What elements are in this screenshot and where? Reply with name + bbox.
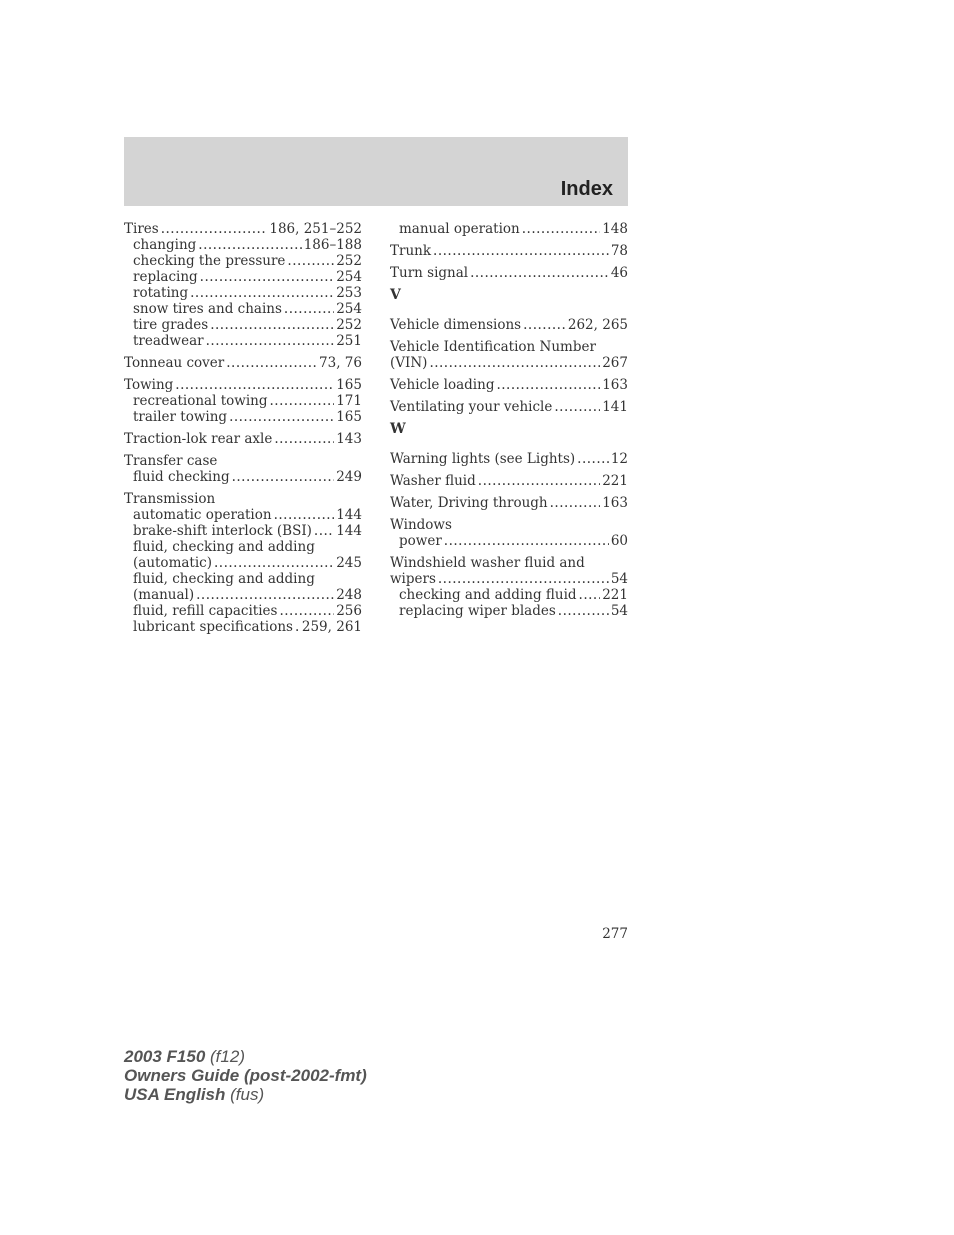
dot-leader xyxy=(229,409,334,425)
index-entry-text: power xyxy=(399,533,442,549)
index-entry-text: replacing xyxy=(133,269,198,285)
footer-language: USA English xyxy=(124,1085,226,1104)
dot-leader xyxy=(287,253,334,269)
index-subentry xyxy=(390,221,628,237)
index-page-ref: 163 xyxy=(602,495,628,511)
index-subentry xyxy=(124,269,362,285)
index-entry-text: lubricant specifications xyxy=(133,619,293,635)
index-column-right xyxy=(390,221,628,619)
index-subentry xyxy=(124,469,362,485)
index-subentry xyxy=(124,333,362,349)
index-entry-text: Turn signal xyxy=(390,265,469,281)
index-entry-text: checking and adding fluid xyxy=(399,587,577,603)
index-entry-text: Transmission xyxy=(124,491,216,507)
index-entry-text: Vehicle Identification Number xyxy=(390,339,596,355)
footer-model: 2003 F150 xyxy=(124,1047,206,1066)
index-entry xyxy=(390,355,628,371)
index-entry xyxy=(390,571,628,587)
index-entry-text: Vehicle dimensions xyxy=(390,317,522,333)
index-page-ref: 221 xyxy=(602,587,628,603)
dot-leader xyxy=(274,431,334,447)
index-page-ref: 12 xyxy=(610,451,628,467)
index-entry-text: snow tires and chains xyxy=(133,301,282,317)
index-subentry xyxy=(124,317,362,333)
index-page-ref: 54 xyxy=(610,603,628,619)
index-entry-text: changing xyxy=(133,237,197,253)
index-page-ref: 186, 251–252 xyxy=(269,221,362,237)
index-page-ref: 253 xyxy=(336,285,362,301)
index-page-ref: 171 xyxy=(336,393,362,409)
document-footer xyxy=(124,1047,367,1104)
dot-leader xyxy=(478,473,600,489)
dot-leader xyxy=(522,221,600,237)
index-entry-text: Warning lights (see Lights) xyxy=(390,451,576,467)
index-page-ref: 144 xyxy=(336,523,362,539)
index-entry-text: fluid, refill capacities xyxy=(133,603,278,619)
index-entry xyxy=(390,265,628,281)
dot-leader xyxy=(433,243,609,259)
index-entry-text: Windshield washer fluid and xyxy=(390,555,585,571)
index-entry-text: recreational towing xyxy=(133,393,268,409)
dot-leader xyxy=(429,355,600,371)
index-entry-text: Traction-lok rear axle xyxy=(124,431,273,447)
dot-leader xyxy=(523,317,566,333)
index-entry xyxy=(390,451,628,467)
index-entry-text: checking the pressure xyxy=(133,253,286,269)
index-page-ref: 148 xyxy=(602,221,628,237)
index-entry-text: treadwear xyxy=(133,333,204,349)
index-entry-text: Tonneau cover xyxy=(124,355,225,371)
index-entry-text: (automatic) xyxy=(133,555,212,571)
index-page-ref: 259, 261 xyxy=(301,619,362,635)
index-page-ref: 245 xyxy=(336,555,362,571)
index-page-ref: 163 xyxy=(602,377,628,393)
index-entry-text: manual operation xyxy=(399,221,520,237)
index-entry-text: Windows xyxy=(390,517,452,533)
dot-leader xyxy=(558,603,609,619)
footer-language-code: (fus) xyxy=(225,1085,265,1104)
index-entry-text: trailer towing xyxy=(133,409,228,425)
dot-leader xyxy=(438,571,609,587)
index-entry-text: Tires xyxy=(124,221,159,237)
index-page-ref: 165 xyxy=(336,377,362,393)
index-entry xyxy=(390,399,628,415)
dot-leader xyxy=(198,237,301,253)
index-subentry xyxy=(124,285,362,301)
index-entry xyxy=(124,377,362,393)
index-page-ref: 73, 76 xyxy=(319,355,362,371)
index-entry-text: (VIN) xyxy=(390,355,428,371)
index-page-ref: 256 xyxy=(336,603,362,619)
header-band xyxy=(124,137,628,206)
index-subentry xyxy=(124,409,362,425)
index-subentry xyxy=(124,619,362,635)
index-entry-text: Vehicle loading xyxy=(390,377,495,393)
index-subentry xyxy=(124,539,362,555)
index-entry-text: Ventilating your vehicle xyxy=(390,399,553,415)
index-entry-text: Washer fluid xyxy=(390,473,476,489)
dot-leader xyxy=(470,265,609,281)
index-page-ref: 165 xyxy=(336,409,362,425)
index-entry xyxy=(124,431,362,447)
index-entry-text: fluid, checking and adding xyxy=(133,539,315,555)
index-page-ref: 186–188 xyxy=(303,237,362,253)
footer-model-code: (f12) xyxy=(205,1047,245,1066)
index-column-left xyxy=(124,221,362,635)
index-entry-text: brake-shift interlock (BSI) xyxy=(133,523,312,539)
dot-leader xyxy=(314,523,334,539)
dot-leader xyxy=(284,301,334,317)
index-entry xyxy=(124,355,362,371)
index-entry xyxy=(390,243,628,259)
index-entry xyxy=(124,491,362,507)
index-entry xyxy=(390,473,628,489)
dot-leader xyxy=(175,377,334,393)
index-subentry xyxy=(124,301,362,317)
index-subentry xyxy=(124,237,362,253)
index-entry xyxy=(390,517,628,533)
index-page-ref: 267 xyxy=(602,355,628,371)
dot-leader xyxy=(190,285,334,301)
index-page-ref: 254 xyxy=(336,301,362,317)
index-entry-text: replacing wiper blades xyxy=(399,603,556,619)
index-page-ref: 254 xyxy=(336,269,362,285)
dot-leader xyxy=(214,555,334,571)
index-page-ref: 252 xyxy=(336,253,362,269)
index-entry-text: Trunk xyxy=(390,243,432,259)
dot-leader xyxy=(295,619,300,635)
index-entry xyxy=(124,221,362,237)
index-page-ref: 54 xyxy=(610,571,628,587)
index-subentry xyxy=(390,587,628,603)
dot-leader xyxy=(554,399,600,415)
dot-leader xyxy=(200,269,335,285)
index-entry xyxy=(390,555,628,571)
index-page-ref: 251 xyxy=(336,333,362,349)
dot-leader xyxy=(196,587,334,603)
index-entry xyxy=(390,377,628,393)
index-page-ref: 144 xyxy=(336,507,362,523)
index-subentry xyxy=(390,603,628,619)
index-entry-text: tire grades xyxy=(133,317,209,333)
index-subentry xyxy=(124,587,362,603)
index-subentry xyxy=(390,533,628,549)
dot-leader xyxy=(210,317,334,333)
dot-leader xyxy=(444,533,609,549)
dot-leader xyxy=(274,507,335,523)
index-letter-heading: V xyxy=(390,287,401,303)
dot-leader xyxy=(550,495,601,511)
footer-guide: Owners Guide (post-2002-fmt) xyxy=(124,1066,367,1085)
page-number: 277 xyxy=(602,926,628,942)
index-page-ref: 143 xyxy=(336,431,362,447)
page-title: Index xyxy=(560,178,613,200)
index-page-ref: 249 xyxy=(336,469,362,485)
dot-leader xyxy=(269,393,334,409)
index-subentry xyxy=(124,253,362,269)
dot-leader xyxy=(161,221,268,237)
index-page-ref: 248 xyxy=(336,587,362,603)
index-entry xyxy=(124,453,362,469)
dot-leader xyxy=(226,355,317,371)
index-subentry xyxy=(124,507,362,523)
dot-leader xyxy=(496,377,600,393)
dot-leader xyxy=(206,333,335,349)
index-subentry xyxy=(124,555,362,571)
index-subentry xyxy=(124,603,362,619)
index-entry-text: Water, Driving through xyxy=(390,495,548,511)
dot-leader xyxy=(579,587,601,603)
index-page-ref: 78 xyxy=(610,243,628,259)
index-letter-heading: W xyxy=(390,421,406,437)
index-entry-text: (manual) xyxy=(133,587,195,603)
dot-leader xyxy=(232,469,335,485)
index-subentry xyxy=(124,523,362,539)
index-entry xyxy=(390,495,628,511)
index-entry-text: Transfer case xyxy=(124,453,218,469)
dot-leader xyxy=(577,451,609,467)
index-entry-text: Towing xyxy=(124,377,174,393)
index-entry-text: rotating xyxy=(133,285,189,301)
index-page-ref: 141 xyxy=(602,399,628,415)
index-subentry xyxy=(124,393,362,409)
index-entry xyxy=(390,339,628,355)
index-entry-text: wipers xyxy=(390,571,436,587)
index-page-ref: 252 xyxy=(336,317,362,333)
index-page-ref: 60 xyxy=(610,533,628,549)
index-entry-text: fluid checking xyxy=(133,469,230,485)
index-page-ref: 262, 265 xyxy=(567,317,628,333)
index-entry-text: automatic operation xyxy=(133,507,272,523)
dot-leader xyxy=(279,603,334,619)
index-page-ref: 221 xyxy=(602,473,628,489)
index-subentry xyxy=(124,571,362,587)
index-page-ref: 46 xyxy=(610,265,628,281)
index-entry xyxy=(390,317,628,333)
index-entry-text: fluid, checking and adding xyxy=(133,571,315,587)
